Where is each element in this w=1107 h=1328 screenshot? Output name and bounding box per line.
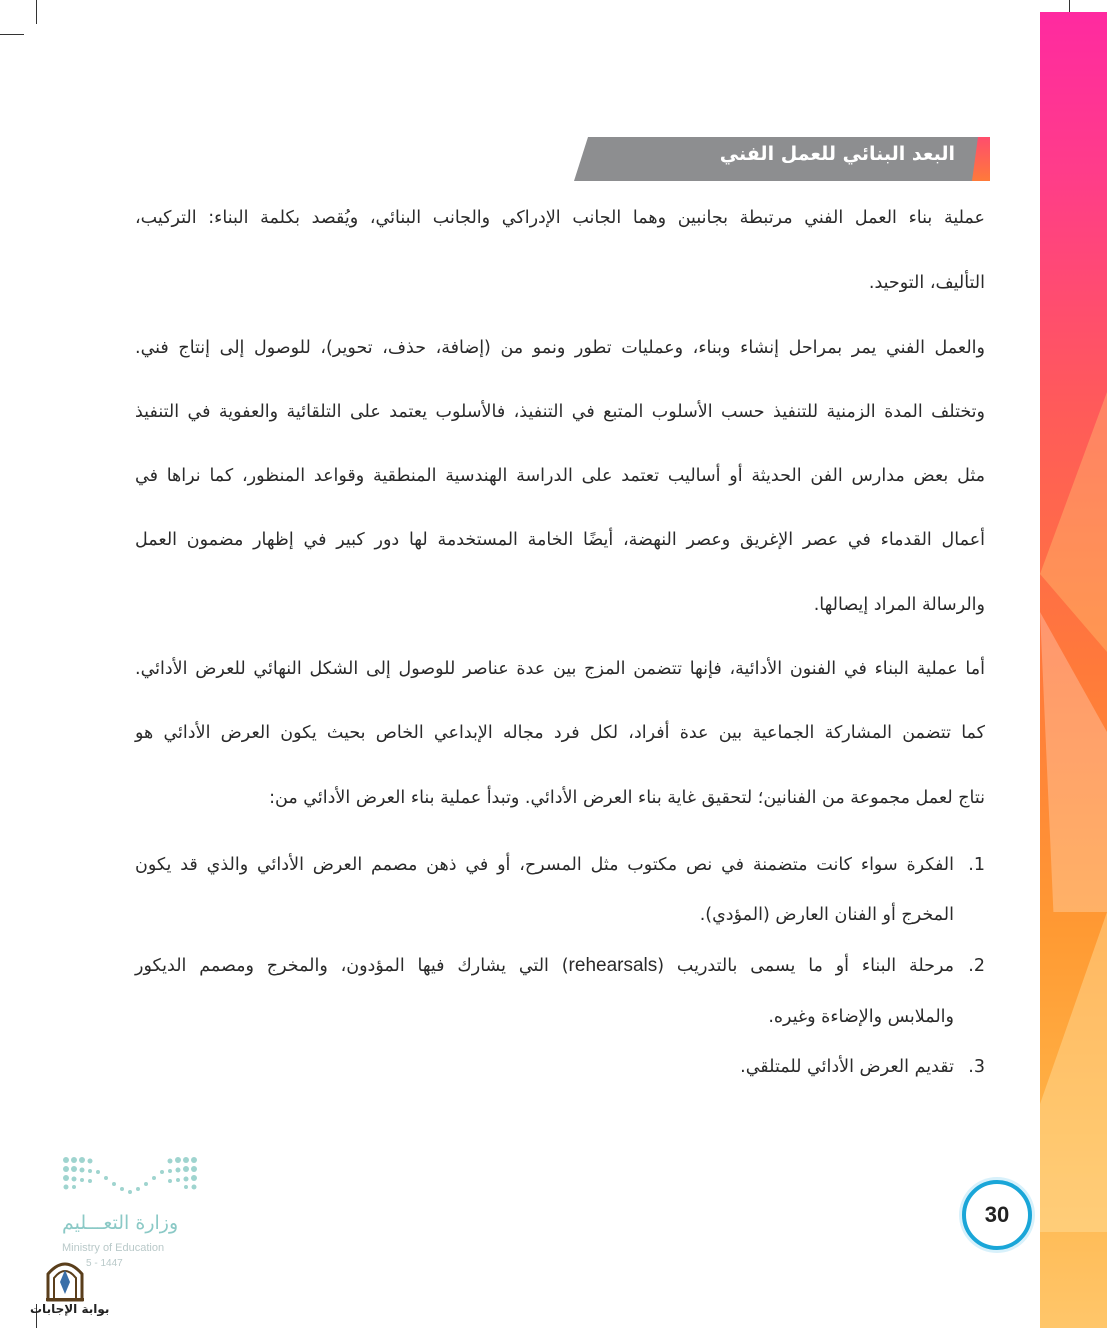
paragraph-line: نتاج لعمل مجموعة من الفنانين؛ لتحقيق غاية بناء العرض الأدائي. وتبدأ عملية بناء العرض الأدائي من: bbox=[269, 788, 985, 808]
list-item-number: .2 bbox=[968, 956, 985, 976]
paragraph-line: عملية بناء العمل الفني مرتبطة بجانبين وهما الجانب الإدراكي والجانب البنائي، ويُقصد بكلمة البناء: التركيب، bbox=[135, 208, 985, 228]
list-item-text-part: مرحلة البناء أو ما يسمى بالتدريب ( bbox=[657, 956, 954, 976]
list-item-text-part: ) التي يشارك فيها المؤدون، والمخرج ومصمم الديكور bbox=[135, 956, 569, 976]
crop-mark bbox=[0, 34, 24, 35]
band-shard bbox=[1040, 392, 1107, 652]
list-item-text: تقديم العرض الأدائي للمتلقي. bbox=[740, 1057, 954, 1077]
section-title: البعد البنائي للعمل الفني bbox=[719, 143, 955, 165]
band-shard bbox=[1040, 612, 1107, 912]
ministry-logo-icon bbox=[62, 1156, 198, 1198]
paragraph-line: كما تتضمن المشاركة الجماعية بين عدة أفراد، لكل فرد مجاله الإبداعي الخاص بحيث يكون العرض الأدائي هو bbox=[135, 723, 985, 743]
page-number: 30 bbox=[984, 1202, 1010, 1227]
list-item-number: .1 bbox=[968, 855, 985, 875]
decorative-color-band bbox=[1040, 12, 1107, 1328]
paragraph-line: التأليف، التوحيد. bbox=[868, 273, 985, 293]
list-item-text bbox=[135, 956, 954, 976]
list-item-text: والملابس والإضاءة وغيره. bbox=[768, 1007, 954, 1027]
list-item-text: المخرج أو الفنان العارض (المؤدي). bbox=[699, 905, 954, 925]
crop-mark bbox=[36, 0, 37, 24]
ministry-name-arabic: وزارة التعـــليم bbox=[62, 1212, 179, 1234]
answers-gate-logo-icon bbox=[44, 1256, 86, 1302]
band-shard bbox=[1040, 912, 1107, 1232]
list-item-number: .3 bbox=[968, 1057, 985, 1077]
ministry-year: 5 - 1447 bbox=[86, 1258, 123, 1269]
english-term: rehearsals bbox=[568, 955, 658, 976]
paragraph-line: أعمال القدماء في عصر الإغريق وعصر النهضة، أيضًا الخامة المستخدمة لها دور كبير في إظهار مضمون العمل bbox=[135, 530, 985, 550]
paragraph-line: وتختلف المدة الزمنية للتنفيذ حسب الأسلوب المتبع في التنفيذ، فالأسلوب يعتمد على التلقائية والعفوية في التنفيذ bbox=[135, 402, 985, 422]
paragraph-line: والرسالة المراد إيصالها. bbox=[813, 595, 985, 615]
paragraph-line: مثل بعض مدارس الفن الحديثة أو أساليب تعتمد على الدراسة الهندسية المنطقية وقواعد المنظور، كما نراها في bbox=[135, 466, 985, 486]
list-item-text: الفكرة سواء كانت متضمنة في نص مكتوب مثل المسرح، أو في ذهن مصمم العرض الأدائي والذي قد يكون bbox=[135, 855, 954, 875]
paragraph-line: أما عملية البناء في الفنون الأدائية، فإنها تتضمن المزج بين عدة عناصر للوصول إلى الشكل النهائي للعرض الأدائي. bbox=[135, 659, 985, 679]
ministry-name-english: Ministry of Education bbox=[62, 1242, 165, 1254]
page-number-badge bbox=[962, 1180, 1032, 1250]
watermark-text: بوابة الإجابات bbox=[30, 1302, 110, 1316]
paragraph-line: والعمل الفني يمر بمراحل إنشاء وبناء، وعمليات تطور ونمو من (إضافة، حذف، تحوير)، للوصول إلى إنتاج فني. bbox=[135, 338, 985, 358]
